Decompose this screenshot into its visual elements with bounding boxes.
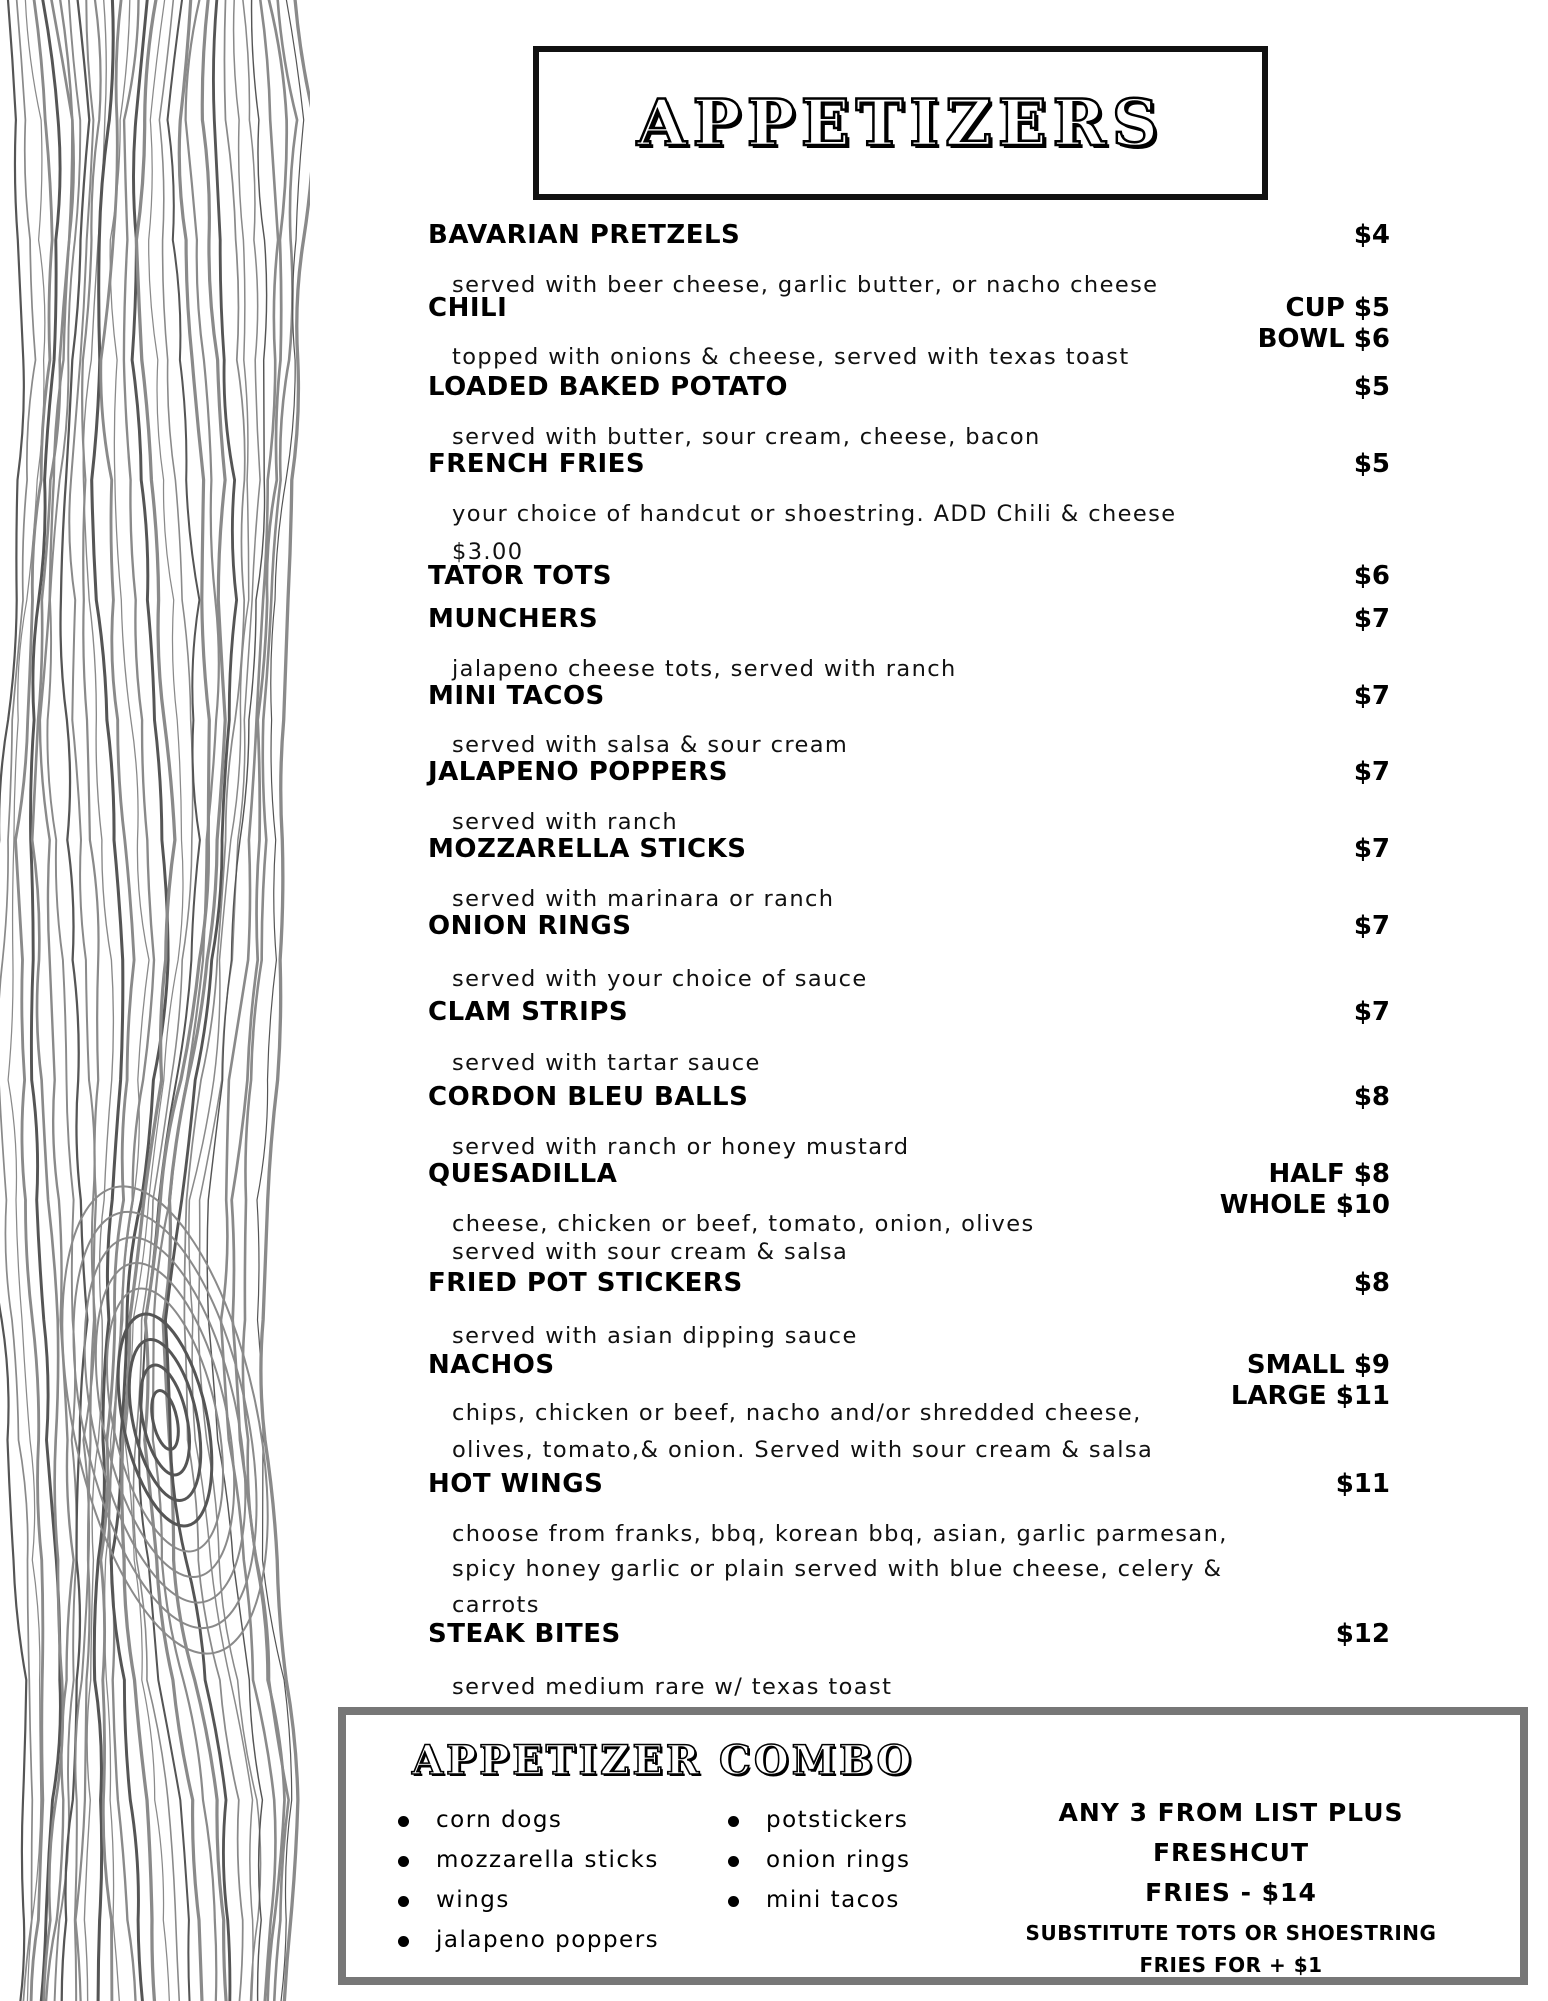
combo-title: APPETIZER COMBO bbox=[412, 1737, 915, 1784]
item-price: CUP $5 BOWL $6 bbox=[1257, 293, 1390, 354]
item-price: $8 bbox=[1353, 1268, 1390, 1298]
item-name: MUNCHERS bbox=[428, 604, 599, 634]
item-price: $5 bbox=[1353, 372, 1390, 402]
bullet-icon bbox=[728, 1856, 739, 1867]
combo-list-item: corn dogs bbox=[398, 1807, 659, 1847]
item-price: $7 bbox=[1353, 681, 1390, 711]
grain-line bbox=[31, 0, 61, 2001]
item-name: QUESADILLA bbox=[428, 1159, 618, 1189]
item-description: served with salsa & sour cream bbox=[452, 732, 849, 758]
item-description: jalapeno cheese tots, served with ranch bbox=[452, 656, 957, 682]
item-description: served with marinara or ranch bbox=[452, 886, 835, 912]
page-title: APPETIZERS bbox=[636, 85, 1165, 161]
offer-note: FRIES FOR + $1 bbox=[1139, 1953, 1323, 1977]
combo-offer bbox=[976, 1793, 1486, 1981]
item-name: JALAPENO POPPERS bbox=[428, 757, 728, 787]
item-name: FRIED POT STICKERS bbox=[428, 1268, 743, 1298]
bullet-icon bbox=[398, 1816, 409, 1827]
combo-list-item: potstickers bbox=[728, 1807, 911, 1847]
combo-list-right bbox=[728, 1807, 911, 1927]
item-description: served medium rare w/ texas toast bbox=[452, 1674, 893, 1700]
item-description: served with tartar sauce bbox=[452, 1050, 761, 1076]
woodgrain-decoration bbox=[0, 0, 310, 2001]
bullet-icon bbox=[398, 1936, 409, 1947]
offer-line: FRIES - $14 bbox=[1145, 1878, 1317, 1907]
item-price: $7 bbox=[1353, 911, 1390, 941]
bullet-icon bbox=[398, 1856, 409, 1867]
item-name: STEAK BITES bbox=[428, 1619, 621, 1649]
combo-list-item: onion rings bbox=[728, 1847, 911, 1887]
offer-line: ANY 3 FROM LIST PLUS FRESHCUT bbox=[1058, 1798, 1404, 1867]
item-description: served with sour cream & salsa bbox=[452, 1239, 849, 1265]
item-name: FRENCH FRIES bbox=[428, 449, 646, 479]
item-description: served with butter, sour cream, cheese, bacon bbox=[452, 424, 1041, 450]
grain-line bbox=[139, 0, 200, 2001]
item-description: served with beer cheese, garlic butter, or nacho cheese bbox=[452, 272, 1159, 298]
combo-list-item: mini tacos bbox=[728, 1887, 911, 1927]
item-description: $3.00 bbox=[452, 539, 524, 565]
item-description: cheese, chicken or beef, tomato, onion, olives bbox=[452, 1211, 1035, 1237]
item-price: $7 bbox=[1353, 834, 1390, 864]
item-description: served with ranch bbox=[452, 809, 679, 835]
item-price: $7 bbox=[1353, 997, 1390, 1027]
combo-list-item: mozzarella sticks bbox=[398, 1847, 659, 1887]
item-description: your choice of handcut or shoestring. ADD Chili & cheese bbox=[452, 501, 1177, 527]
title-box bbox=[533, 46, 1268, 200]
item-price: $7 bbox=[1353, 604, 1390, 634]
item-price: $8 bbox=[1353, 1082, 1390, 1112]
bullet-icon bbox=[728, 1816, 739, 1827]
bullet-icon bbox=[398, 1896, 409, 1907]
combo-list-item: jalapeno poppers bbox=[398, 1927, 659, 1967]
grain-line bbox=[69, 0, 95, 2001]
item-name: NACHOS bbox=[428, 1350, 555, 1380]
combo-list-left bbox=[398, 1807, 659, 1967]
item-description: topped with onions & cheese, served with texas toast bbox=[452, 344, 1130, 370]
item-description: served with asian dipping sauce bbox=[452, 1323, 858, 1349]
item-description: spicy honey garlic or plain served with blue cheese, celery & bbox=[452, 1556, 1223, 1582]
item-description: served with your choice of sauce bbox=[452, 966, 868, 992]
item-name: HOT WINGS bbox=[428, 1469, 604, 1499]
grain-line bbox=[0, 0, 35, 2001]
item-name: CHILI bbox=[428, 293, 508, 323]
item-name: MINI TACOS bbox=[428, 681, 605, 711]
item-description: olives, tomato,& onion. Served with sour cream & salsa bbox=[452, 1437, 1154, 1463]
item-price: $12 bbox=[1335, 1619, 1390, 1649]
item-description: chips, chicken or beef, nacho and/or shredded cheese, bbox=[452, 1400, 1142, 1426]
item-price: HALF $8 WHOLE $10 bbox=[1219, 1159, 1390, 1220]
item-name: BAVARIAN PRETZELS bbox=[428, 220, 741, 250]
item-description: choose from franks, bbq, korean bbq, asian, garlic parmesan, bbox=[452, 1521, 1228, 1547]
item-description: served with ranch or honey mustard bbox=[452, 1134, 910, 1160]
item-price: SMALL $9 LARGE $11 bbox=[1230, 1350, 1390, 1411]
item-price: $6 bbox=[1353, 561, 1390, 591]
combo-box bbox=[338, 1707, 1528, 1985]
combo-list-item: wings bbox=[398, 1887, 659, 1927]
item-price: $5 bbox=[1353, 449, 1390, 479]
item-price: $4 bbox=[1353, 220, 1390, 250]
bullet-icon bbox=[728, 1896, 739, 1907]
item-name: ONION RINGS bbox=[428, 911, 632, 941]
grain-line bbox=[261, 0, 310, 2001]
item-name: LOADED BAKED POTATO bbox=[428, 372, 788, 402]
item-name: MOZZARELLA STICKS bbox=[428, 834, 747, 864]
grain-line bbox=[105, 0, 149, 2001]
grain-line bbox=[101, 0, 134, 2001]
item-name: CLAM STRIPS bbox=[428, 997, 629, 1027]
offer-note: SUBSTITUTE TOTS OR SHOESTRING bbox=[1025, 1921, 1437, 1945]
item-name: CORDON BLEU BALLS bbox=[428, 1082, 749, 1112]
item-description: carrots bbox=[452, 1592, 540, 1618]
item-name: TATOR TOTS bbox=[428, 561, 613, 591]
item-price: $7 bbox=[1353, 757, 1390, 787]
item-price: $11 bbox=[1335, 1469, 1390, 1499]
